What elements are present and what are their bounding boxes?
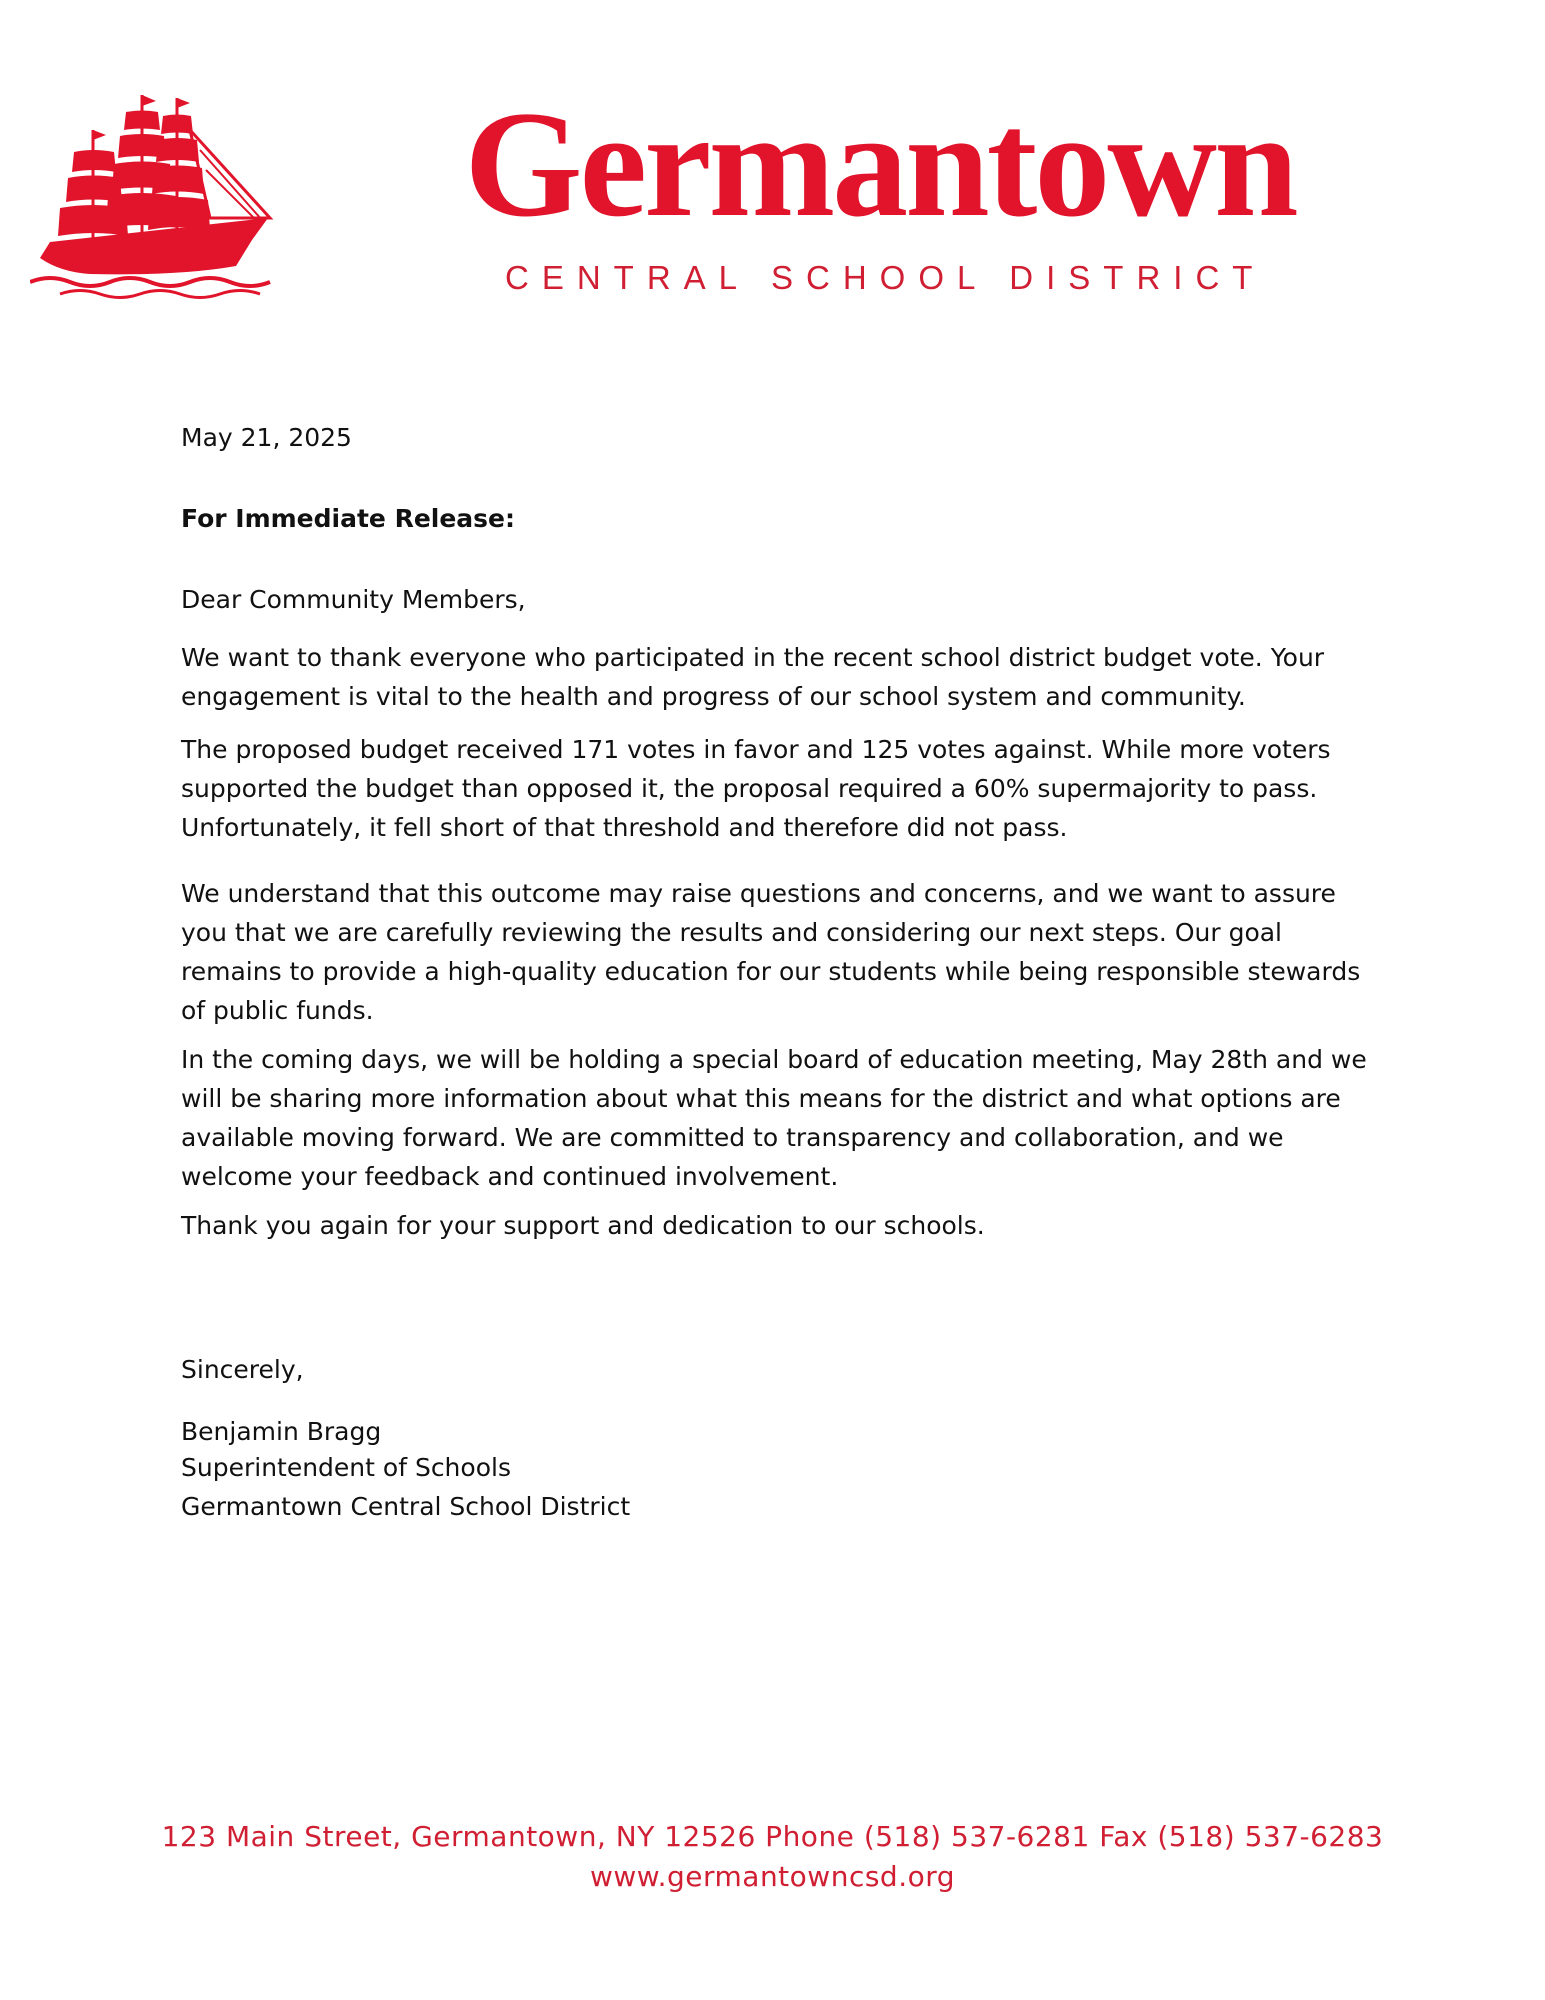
letter-greeting: Dear Community Members, — [181, 585, 526, 614]
district-wordmark: Germantown — [464, 80, 1296, 248]
signer-name: Benjamin Bragg — [181, 1417, 382, 1446]
letter-paragraph: We understand that this outcome may raise questions and concerns, and we want to assure you that we are carefully reviewing the results and considering our next steps. Our goal remains to provide a high-quality education for our students while being responsible stewards of public funds. — [181, 879, 1361, 1025]
footer-website-link[interactable]: www.germantowncsd.org — [589, 1860, 956, 1893]
footer-address: 123 Main Street, Germantown, NY 12526 Phone (518) 537-6281 Fax (518) 537-6283 — [161, 1820, 1384, 1853]
letter-paragraph: Thank you again for your support and dedication to our schools. — [181, 1211, 985, 1240]
release-label: For Immediate Release: — [181, 504, 516, 533]
signer-title: Superintendent of Schools — [181, 1453, 511, 1482]
district-subtitle: CENTRAL SCHOOL DISTRICT — [505, 259, 1266, 296]
ship-logo-icon — [30, 90, 290, 305]
letter-date: May 21, 2025 — [181, 423, 352, 452]
letter-paragraph: In the coming days, we will be holding a special board of education meeting, May 28th and we will be sharing more information about what this means for the district and what options are available moving forward. We are committed to transparency and collaboration, and we welcome your feedback and continued involvement. — [181, 1045, 1367, 1191]
signer-organization: Germantown Central School District — [181, 1492, 631, 1521]
letter-closing: Sincerely, — [181, 1355, 304, 1384]
letter-paragraph: The proposed budget received 171 votes in favor and 125 votes against. While more voters supported the budget than opposed it, the proposal required a 60% supermajority to pass. Unfortunately, it fell short of that threshold and therefore did not pass. — [181, 735, 1331, 842]
letter-paragraph: We want to thank everyone who participated in the recent school district budget vote. Your engagement is vital to the health and progress of our school system and community. — [181, 643, 1325, 711]
